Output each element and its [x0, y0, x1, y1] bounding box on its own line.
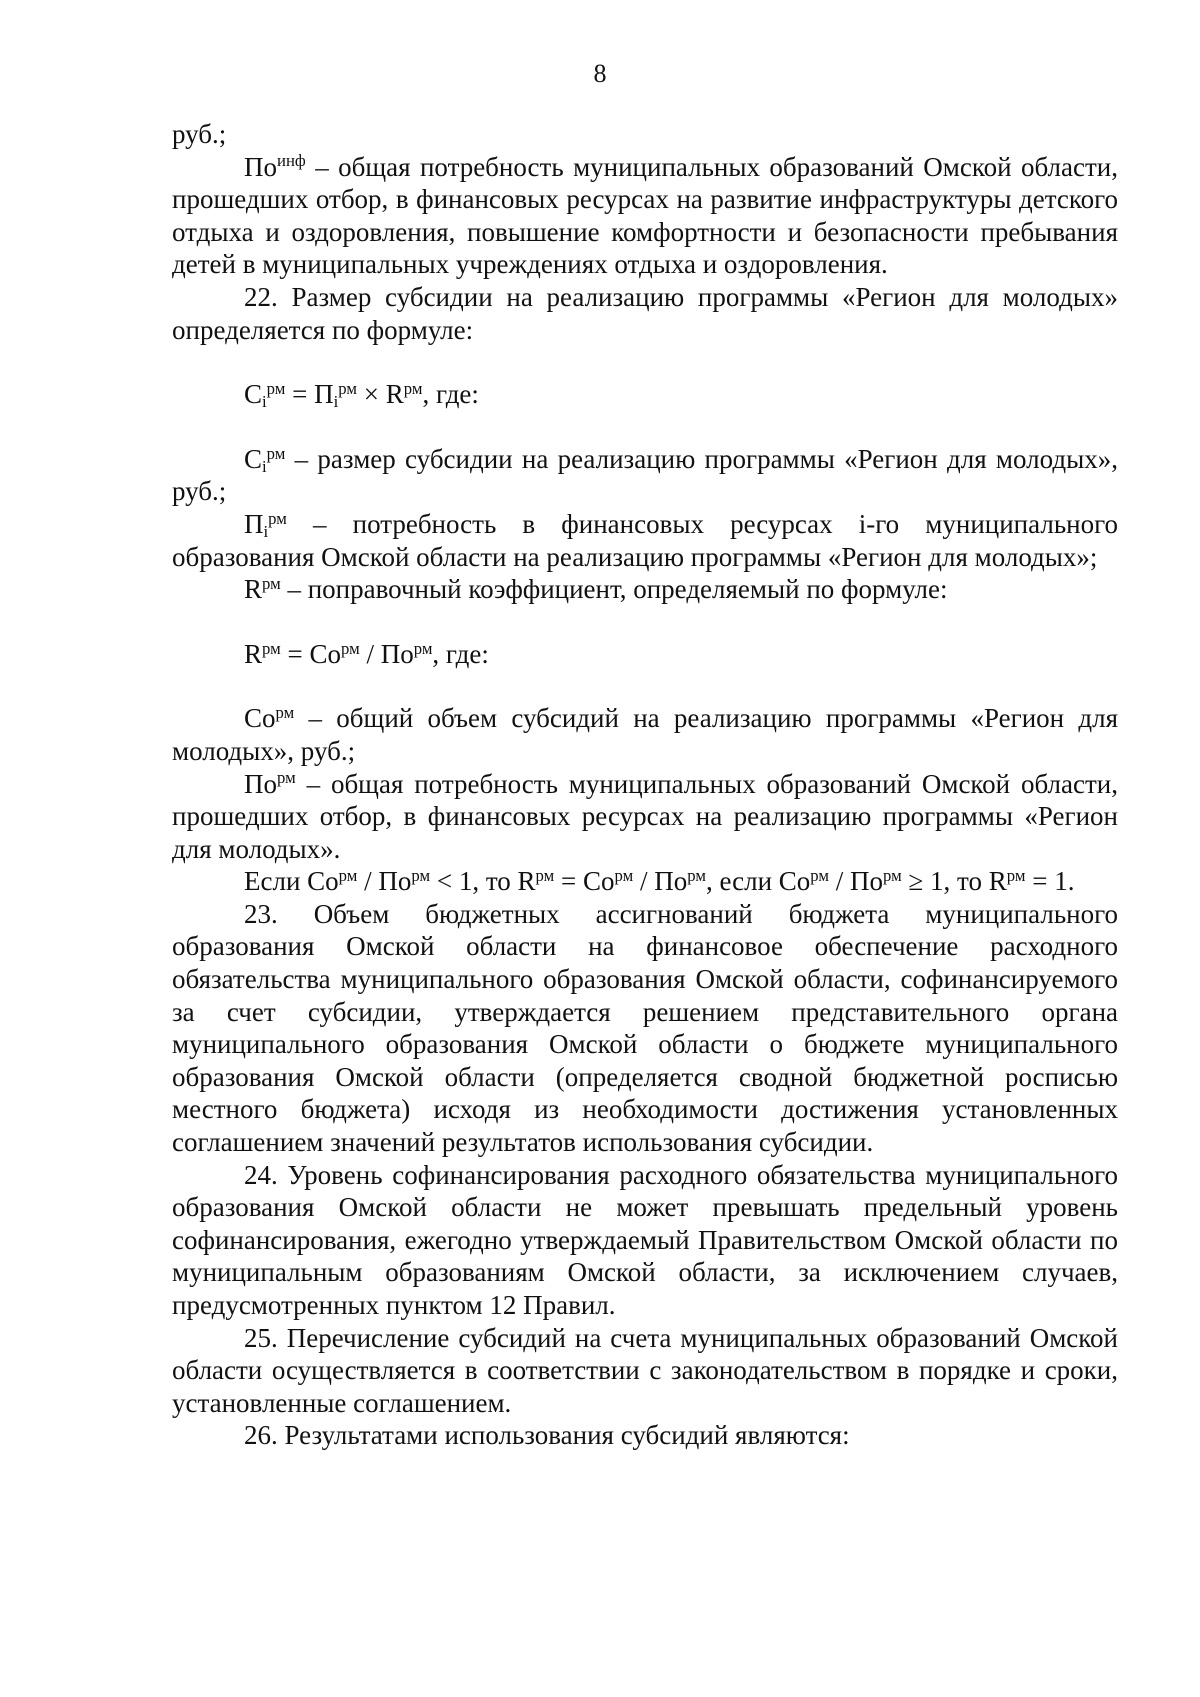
paragraph-po-definition: $По^{рм}$ – общая потребность муниципальных образований Омской области, прошедших отбор, в финансовых ресурсах на реализацию программы «Регион для молодых». [172, 768, 1118, 864]
paragraph-22: 22. Размер субсидии на реализацию программы «Регион для молодых» определяется по формуле: [172, 281, 1118, 345]
paragraph-r-definition: $R^{рм}$ – поправочный коэффициент, определяемый по формуле: [244, 573, 948, 605]
paragraph-25: 25. Перечисление субсидий на счета муниципальных образований Омской области осуществляется в соответствии с законодательством в порядке и сроки, установленные соглашением. [172, 1322, 1118, 1418]
paragraph-po-inf-definition: $По^{инф}$ – общая потребность муниципальных образований Омской области, прошедших отбор, в финансовых ресурсах на развитие инфраструктуры детского отдыха и оздоровления, повышение комфортности и безопасности пребывания детей в муниципальных учреждениях отдыха и оздоровления. [172, 151, 1118, 280]
formula-correction-coefficient: $R^{рм} = Со^{рм} / По^{рм}$, где: [244, 638, 489, 669]
formula-subsidy-size: $C_i^{рм} = П_i^{рм} \times R^{рм}$, где: [244, 378, 479, 412]
document-body [172, 118, 1118, 1452]
paragraph-co-definition: $Со^{рм}$ – общий объем субсидий на реализацию программы «Регион для молодых», руб.; [172, 703, 1118, 766]
paragraph-rub: руб.; [172, 119, 227, 149]
paragraph-23: 23. Объем бюджетных ассигнований бюджета муниципального образования Омской области на финансовое обеспечение расходного обязательства муниципального образования Омской области, софинансируемого за счет субсидии, утверждается решением представительного органа муниципального образования Омской области о бюджете муниципального образования Омской области (определяется сводной бюджетной росписью местного бюджета) исходя из необходимости достижения установленных соглашением значений результатов использования субсидии. [172, 898, 1118, 1158]
paragraph-24: 24. Уровень софинансирования расходного обязательства муниципального образования Омской области не может превышать предельный уровень софинансирования, ежегодно утверждаемый Правительством Омской области по муниципальным образованиям Омской области, за исключением случаев, предусмотренных пунктом 12 Правил. [172, 1159, 1118, 1320]
paragraph-condition: Если $Со^{рм} / По^{рм} < 1$, то $R^{рм} = Со^{рм} / По^{рм}$, если $Со^{рм} / По^{рм} \ge 1$, то $R^{рм} = 1$. [244, 866, 1075, 897]
page-number: 8 [593, 59, 607, 88]
paragraph-ci-definition: $C_i^{рм}$ – размер субсидии на реализацию программы «Регион для молодых», руб.; [172, 443, 1118, 507]
paragraph-26: 26. Результатами использования субсидий являются: [244, 1420, 850, 1451]
paragraph-pi-definition: $П_i^{рм}$ – потребность в финансовых ресурсах i-го муниципального образования Омской области на реализацию программы «Регион для молодых»; [172, 508, 1118, 572]
